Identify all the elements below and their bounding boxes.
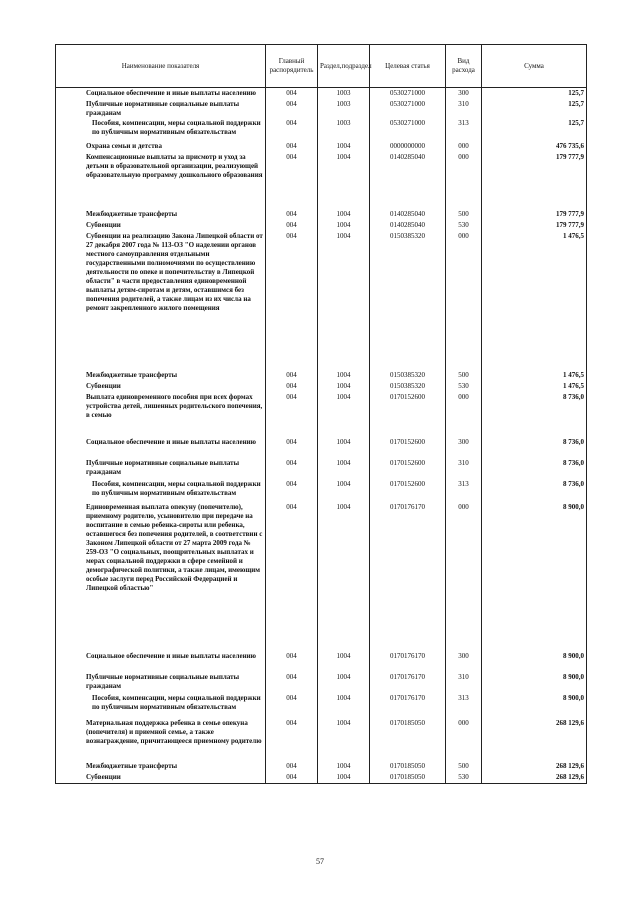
table-row xyxy=(56,152,587,209)
row-type: 313 xyxy=(446,479,482,502)
row-admin: 004 xyxy=(266,99,318,118)
row-sum: 268 129,6 xyxy=(482,718,587,761)
header-target: Целевая статья xyxy=(370,45,446,88)
row-name: Субвенции xyxy=(56,772,266,784)
row-type: 000 xyxy=(446,231,482,370)
table-row xyxy=(56,772,587,784)
row-name: Публичные нормативные социальные выплаты гражданам xyxy=(56,458,266,479)
row-target: 0170152600 xyxy=(370,392,446,437)
table-row xyxy=(56,381,587,392)
row-section: 1003 xyxy=(318,118,370,141)
row-admin: 004 xyxy=(266,392,318,437)
row-type: 000 xyxy=(446,718,482,761)
row-admin: 004 xyxy=(266,152,318,209)
row-admin: 004 xyxy=(266,718,318,761)
row-admin: 004 xyxy=(266,381,318,392)
row-name: Социальное обеспечение и иные выплаты населению xyxy=(56,651,266,672)
row-section: 1004 xyxy=(318,672,370,693)
row-section: 1004 xyxy=(318,370,370,381)
row-admin: 004 xyxy=(266,479,318,502)
row-sum: 476 735,6 xyxy=(482,141,587,152)
table-row xyxy=(56,231,587,370)
header-sum: Сумма xyxy=(482,45,587,88)
row-admin: 004 xyxy=(266,672,318,693)
row-type: 530 xyxy=(446,381,482,392)
row-admin: 004 xyxy=(266,693,318,718)
row-target: 0530271000 xyxy=(370,99,446,118)
row-name: Пособия, компенсации, меры социальной поддержки по публичным нормативным обязательствам xyxy=(56,118,266,141)
row-target: 0140285040 xyxy=(370,220,446,231)
row-type: 530 xyxy=(446,220,482,231)
row-name: Материальная поддержка ребенка в семье опекуна (попечителя) и приемной семье, а также вознаграждение, причитающееся приемному родителю xyxy=(56,718,266,761)
row-section: 1004 xyxy=(318,231,370,370)
row-sum: 179 777,9 xyxy=(482,220,587,231)
row-sum: 1 476,5 xyxy=(482,381,587,392)
row-sum: 1 476,5 xyxy=(482,231,587,370)
row-name: Выплата единовременного пособия при всех формах устройства детей, лишенных родительского попечения, в семью xyxy=(56,392,266,437)
row-section: 1004 xyxy=(318,772,370,784)
table-row xyxy=(56,458,587,479)
table-row xyxy=(56,693,587,718)
table-row xyxy=(56,761,587,772)
row-admin: 004 xyxy=(266,502,318,651)
row-target: 0170176170 xyxy=(370,672,446,693)
row-type: 000 xyxy=(446,392,482,437)
row-type: 500 xyxy=(446,761,482,772)
row-type: 313 xyxy=(446,118,482,141)
row-sum: 125,7 xyxy=(482,118,587,141)
row-section: 1004 xyxy=(318,651,370,672)
table-row xyxy=(56,392,587,437)
table-row xyxy=(56,718,587,761)
header-admin: Главный распорядитель xyxy=(266,45,318,88)
header-type: Вид расхода xyxy=(446,45,482,88)
row-admin: 004 xyxy=(266,772,318,784)
row-section: 1004 xyxy=(318,458,370,479)
row-name: Пособия, компенсации, меры социальной поддержки по публичным нормативным обязательствам xyxy=(56,479,266,502)
row-section: 1004 xyxy=(318,220,370,231)
row-target: 0530271000 xyxy=(370,88,446,100)
row-section: 1004 xyxy=(318,761,370,772)
row-sum: 8 900,0 xyxy=(482,651,587,672)
table-row xyxy=(56,502,587,651)
row-admin: 004 xyxy=(266,458,318,479)
row-sum: 125,7 xyxy=(482,88,587,100)
row-name: Субвенции xyxy=(56,220,266,231)
row-target: 0170152600 xyxy=(370,479,446,502)
table-header xyxy=(56,45,587,88)
row-sum: 8 736,0 xyxy=(482,392,587,437)
row-sum: 8 900,0 xyxy=(482,672,587,693)
row-name: Субвенции на реализацию Закона Липецкой области от 27 декабря 2007 года № 113-ОЗ "О наделении органов местного самоуправления отдельными государственными полномочиями по осуществлению деятельности по опеке и попечительству в Липецкой области" в части предоставления единовременной выплаты детям-сиротам и детям, оставшимся без попечения родителей, а также лицам из их числа на ремонт закрепленного жилого помещения xyxy=(56,231,266,370)
row-name: Публичные нормативные социальные выплаты гражданам xyxy=(56,99,266,118)
row-section: 1004 xyxy=(318,479,370,502)
header-section: Раздел,подраздел xyxy=(318,45,370,88)
row-admin: 004 xyxy=(266,209,318,220)
row-type: 500 xyxy=(446,209,482,220)
row-type: 300 xyxy=(446,88,482,100)
row-section: 1004 xyxy=(318,209,370,220)
row-section: 1004 xyxy=(318,392,370,437)
row-target: 0140285040 xyxy=(370,209,446,220)
row-target: 0170185050 xyxy=(370,761,446,772)
row-name: Социальное обеспечение и иные выплаты населению xyxy=(56,437,266,458)
row-admin: 004 xyxy=(266,651,318,672)
row-name: Межбюджетные трансферты xyxy=(56,209,266,220)
table-row xyxy=(56,479,587,502)
row-name: Субвенции xyxy=(56,381,266,392)
table-row xyxy=(56,88,587,100)
budget-table xyxy=(55,44,587,784)
table-row xyxy=(56,99,587,118)
row-admin: 004 xyxy=(266,220,318,231)
row-section: 1003 xyxy=(318,88,370,100)
row-admin: 004 xyxy=(266,437,318,458)
table-row xyxy=(56,651,587,672)
row-sum: 8 900,0 xyxy=(482,502,587,651)
row-admin: 004 xyxy=(266,370,318,381)
row-admin: 004 xyxy=(266,118,318,141)
row-sum: 179 777,9 xyxy=(482,209,587,220)
row-admin: 004 xyxy=(266,761,318,772)
row-type: 310 xyxy=(446,458,482,479)
row-section: 1004 xyxy=(318,502,370,651)
row-section: 1004 xyxy=(318,718,370,761)
row-sum: 125,7 xyxy=(482,99,587,118)
row-type: 300 xyxy=(446,651,482,672)
table-row xyxy=(56,370,587,381)
row-name: Единовременная выплата опекуну (попечителю), приемному родителю, усыновителю при передаче на воспитание в семью ребенка-сироты или ребенка, оставшегося без попечения родителей, в соответствии с Законом Липецкой области от 27 марта 2009 года № 259-ОЗ "О социальных, поощрительных выплатах и мерах социальной поддержки в сфере семейной и демографической политики, а также лицам, имеющим особые заслуги перед Российской Федерацией и Липецкой областью" xyxy=(56,502,266,651)
row-name: Межбюджетные трансферты xyxy=(56,370,266,381)
row-target: 0530271000 xyxy=(370,118,446,141)
row-sum: 1 476,5 xyxy=(482,370,587,381)
row-section: 1004 xyxy=(318,381,370,392)
row-target: 0150385320 xyxy=(370,231,446,370)
row-type: 310 xyxy=(446,672,482,693)
row-section: 1004 xyxy=(318,693,370,718)
table-row xyxy=(56,220,587,231)
row-name: Компенсационные выплаты за присмотр и уход за детьми в образовательной организации, реализующей образовательную программу дошкольного образования xyxy=(56,152,266,209)
table-row xyxy=(56,118,587,141)
row-target: 0150385320 xyxy=(370,381,446,392)
row-sum: 8 736,0 xyxy=(482,437,587,458)
row-type: 000 xyxy=(446,152,482,209)
row-name: Публичные нормативные социальные выплаты гражданам xyxy=(56,672,266,693)
table-row xyxy=(56,437,587,458)
header-name: Наименование показателя xyxy=(56,45,266,88)
row-target: 0170185050 xyxy=(370,718,446,761)
row-target: 0170152600 xyxy=(370,437,446,458)
row-type: 313 xyxy=(446,693,482,718)
row-type: 530 xyxy=(446,772,482,784)
row-section: 1004 xyxy=(318,141,370,152)
row-admin: 004 xyxy=(266,88,318,100)
row-admin: 004 xyxy=(266,141,318,152)
row-name: Пособия, компенсации, меры социальной поддержки по публичным нормативным обязательствам xyxy=(56,693,266,718)
row-target: 0170185050 xyxy=(370,772,446,784)
row-type: 300 xyxy=(446,437,482,458)
row-name: Межбюджетные трансферты xyxy=(56,761,266,772)
row-name: Социальное обеспечение и иные выплаты населению xyxy=(56,88,266,100)
page-number: 57 xyxy=(316,857,324,866)
row-target: 0000000000 xyxy=(370,141,446,152)
row-target: 0170176170 xyxy=(370,693,446,718)
row-type: 500 xyxy=(446,370,482,381)
row-target: 0170176170 xyxy=(370,651,446,672)
row-type: 310 xyxy=(446,99,482,118)
row-sum: 8 736,0 xyxy=(482,479,587,502)
row-sum: 179 777,9 xyxy=(482,152,587,209)
row-admin: 004 xyxy=(266,231,318,370)
table-row xyxy=(56,672,587,693)
row-sum: 8 900,0 xyxy=(482,693,587,718)
row-section: 1004 xyxy=(318,152,370,209)
row-target: 0170152600 xyxy=(370,458,446,479)
row-section: 1003 xyxy=(318,99,370,118)
row-sum: 268 129,6 xyxy=(482,772,587,784)
row-sum: 268 129,6 xyxy=(482,761,587,772)
table-row xyxy=(56,141,587,152)
table-body xyxy=(56,88,587,784)
row-target: 0140285040 xyxy=(370,152,446,209)
table-row xyxy=(56,209,587,220)
row-section: 1004 xyxy=(318,437,370,458)
row-type: 000 xyxy=(446,141,482,152)
row-name: Охрана семьи и детства xyxy=(56,141,266,152)
row-target: 0150385320 xyxy=(370,370,446,381)
row-sum: 8 736,0 xyxy=(482,458,587,479)
row-type: 000 xyxy=(446,502,482,651)
row-target: 0170176170 xyxy=(370,502,446,651)
